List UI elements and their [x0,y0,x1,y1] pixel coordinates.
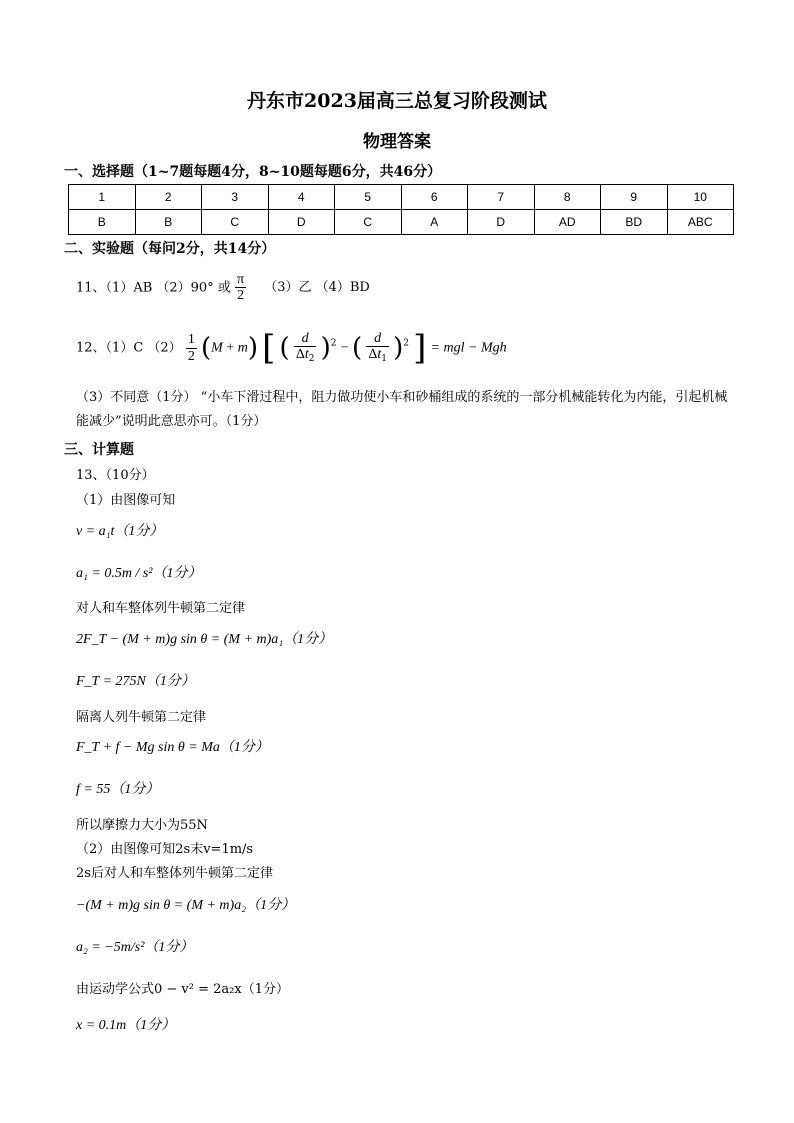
question-number: 8 [534,185,601,210]
q13-line: F_T + f − Mg sin θ = Ma（1分） [76,740,269,755]
q13-line: F_T = 275N（1分） [76,674,195,689]
answer-cell: D [268,210,335,235]
q13-line: 对人和车整体列牛顿第二定律 [76,601,246,616]
answer-cell: D [468,210,535,235]
pi-over-2-fraction [235,272,246,304]
question-number-row [69,185,734,210]
q13-line: v = a₁t（1分） [76,524,164,539]
q13-line: a₂ = −5m/s²（1分） [76,940,194,955]
fraction-numerator: π [236,272,245,287]
question-number: 5 [335,185,402,210]
answer-cell: C [202,210,269,235]
q13-line: 2s后对人和车整体列牛顿第二定律 [76,866,273,881]
q13-line: f = 55（1分） [76,782,160,797]
answer-cell: B [69,210,136,235]
page-title: 丹东市2023届高三总复习阶段测试 [247,90,547,112]
q13-line: −(M + m)g sin θ = (M + m)a₂（1分） [76,898,296,913]
section3-heading: 三、计算题 [64,442,134,458]
answer-cell: B [135,210,202,235]
section2-heading: 二、实验题（每问2分，共14分） [64,241,276,257]
q12-prefix: 12、（1）C （2） [76,340,182,356]
q13-line: （2）由图像可知2s末v=1m/s [76,842,254,857]
q13-line: 隔离人列牛顿第二定律 [76,710,207,725]
fraction-denominator: 2 [237,288,245,304]
answer-cell: C [335,210,402,235]
q12-part3: （3）不同意（1分） “小车下滑过程中，阻力做功使小车和砂桶组成的系统的一部分机械能转化为内能，引起机械能减少”说明此意思亦可。（1分） [76,390,728,429]
q13-line: 由运动学公式0 − v² = 2a₂x（1分） [76,982,289,997]
d-over-dt2-fraction: $\frac{d}{\Delta t_2}$ [295,330,315,365]
q13-line: a₁ = 0.5m / s²（1分） [76,566,202,581]
half-fraction: $\frac{1}{2}$ [187,332,195,364]
answer-cell: ABC [667,210,734,235]
question-number: 4 [268,185,335,210]
question-number: 9 [601,185,668,210]
d-over-dt1-fraction: $\frac{d}{\Delta t_1}$ [368,330,387,365]
question-number: 2 [135,185,202,210]
q13-line: x = 0.1m（1分） [76,1018,176,1033]
answer-cell: AD [534,210,601,235]
question-number: 10 [667,185,734,210]
q11-prefix: 11、（1）AB （2）90° 或 [76,280,231,296]
q13-line: 2F_T − (M + m)g sin θ = (M + m)a₁（1分） [76,632,333,647]
question-number: 6 [401,185,468,210]
q13-line: 所以摩擦力大小为55N [76,818,208,833]
page-subtitle: 物理答案 [363,132,431,152]
question-number: 3 [202,185,269,210]
answer-row [69,210,734,235]
question-number: 1 [69,185,136,210]
section1-heading: 一、选择题（1~7题每题4分，8~10题每题6分，共46分） [64,164,442,180]
answer-cell: BD [601,210,668,235]
answer-cell: A [401,210,468,235]
q13-line: （1）由图像可知 [76,493,176,508]
q11-line [76,272,370,304]
q13-header: 13、（10分） [76,468,155,483]
q12-line: 12、（1）C （2） $\frac{1}{2}$ (M + m) [ ( $\frac{d}{\Delta t_2}$ )$^2$ − ( $\frac{d}{\Delta t_1}$ )$^2$ ] = mgl − Mgh [76,328,507,368]
question-number: 7 [468,185,535,210]
q12-rhs: = mgl − Mgh [430,340,507,356]
q11-suffix: （3）乙 （4）BD [264,280,370,296]
answer-table [68,184,734,235]
